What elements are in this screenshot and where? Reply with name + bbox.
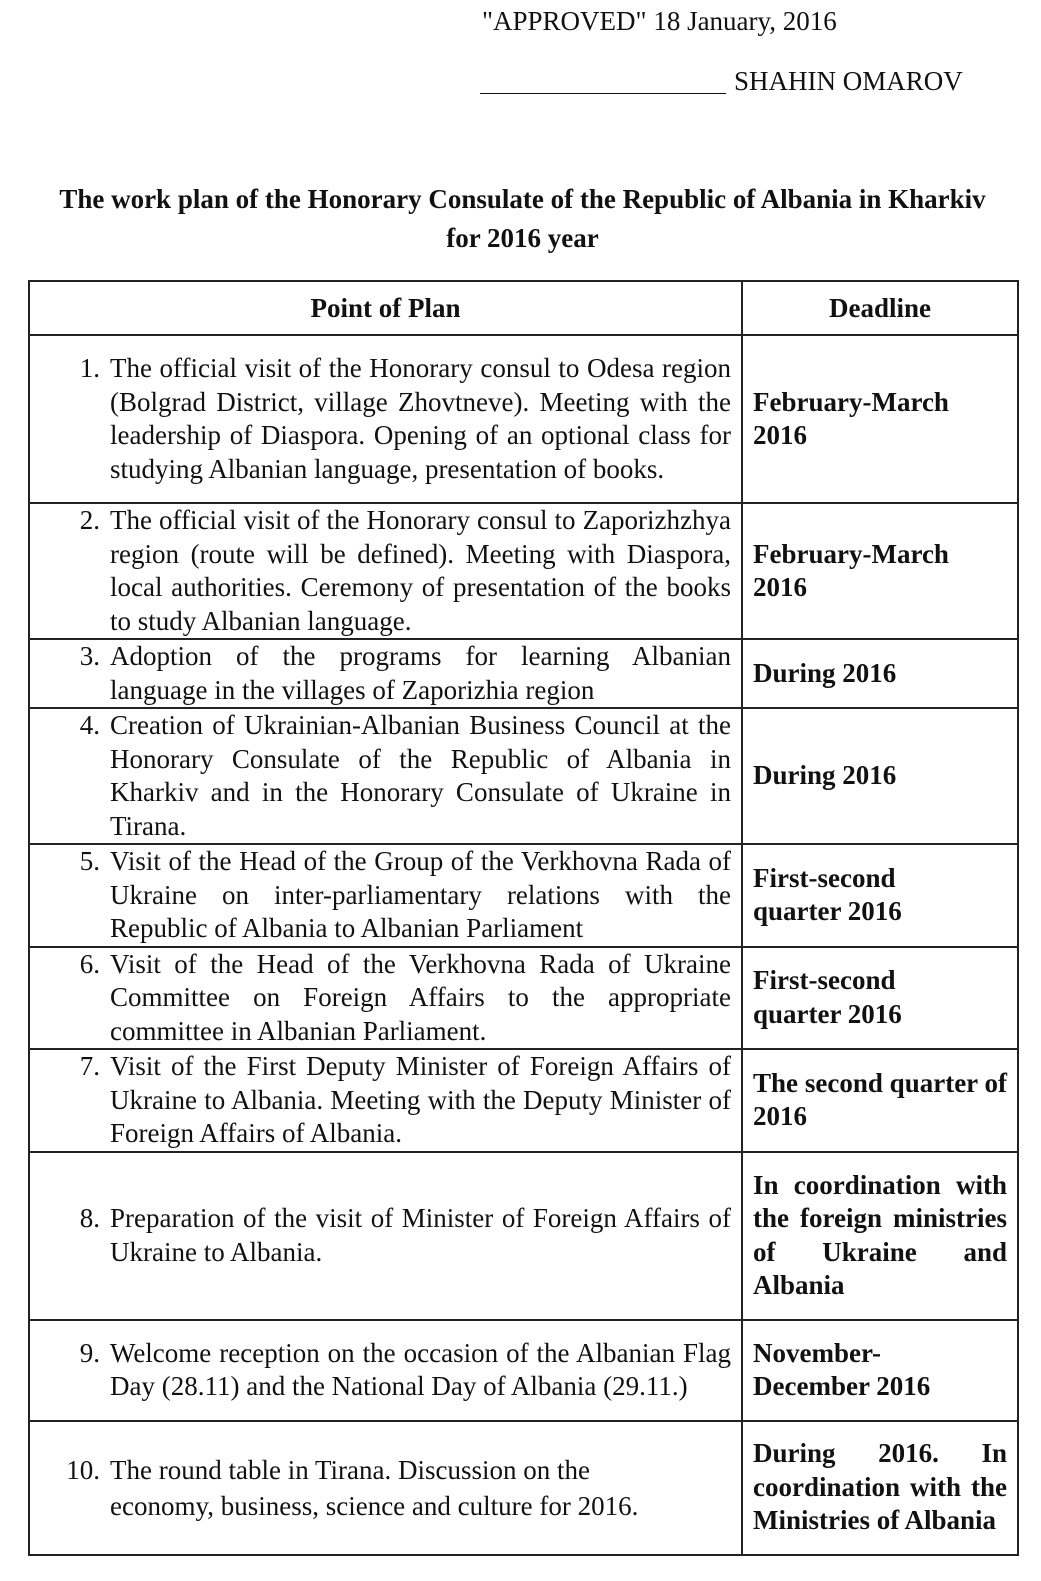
work-plan-table bbox=[28, 280, 1019, 1556]
plan-point-cell bbox=[29, 1152, 742, 1320]
item-number: 9. bbox=[79, 1337, 100, 1368]
item-text: Visit of the Head of the Verkhovna Rada of Ukraine Committee on Foreign Affairs to the appropriate committee in Albanian Parliament. bbox=[110, 948, 731, 1046]
plan-point-cell bbox=[29, 708, 742, 844]
signature-line bbox=[480, 64, 963, 98]
deadline-text: February-March 2016 bbox=[753, 538, 949, 602]
item-text: The official visit of the Honorary consul to Zaporizhzhya region (route will be defined). Meeting with Diaspora, local authorities. Ceremony of presentation of the books to study Albanian language. bbox=[110, 505, 731, 636]
plan-point-cell bbox=[29, 639, 742, 708]
item-text: Visit of the First Deputy Minister of Foreign Affairs of Ukraine to Albania. Meeting with the Deputy Minister of Foreign Affairs of Albania. bbox=[110, 1051, 731, 1148]
table-row bbox=[29, 503, 1018, 639]
item-text: The round table in Tirana. Discussion on the economy, business, science and culture for 2016. bbox=[110, 1454, 639, 1521]
item-text: Preparation of the visit of Minister of Foreign Affairs of Ukraine to Albania. bbox=[110, 1203, 731, 1267]
item-number: 7. bbox=[79, 1051, 100, 1081]
plan-point-cell bbox=[29, 947, 742, 1050]
plan-point-cell bbox=[29, 844, 742, 947]
item-number: 3. bbox=[79, 641, 100, 671]
deadline-text: During 2016 bbox=[753, 657, 897, 688]
table-row bbox=[29, 1421, 1018, 1555]
deadline-text: In coordination with the foreign ministries of Ukraine and Albania bbox=[753, 1169, 1007, 1300]
deadline-text: November-December 2016 bbox=[753, 1337, 931, 1401]
item-number: 8. bbox=[79, 1203, 100, 1233]
deadline-text: First-second quarter 2016 bbox=[753, 965, 902, 1029]
deadline-cell bbox=[742, 708, 1018, 844]
signatory-name: SHAHIN OMAROV bbox=[734, 66, 963, 96]
item-text: Welcome reception on the occasion of the Albanian Flag Day (28.11) and the National Day of Albania (29.11.) bbox=[110, 1337, 731, 1401]
deadline-cell bbox=[742, 1152, 1018, 1320]
column-header-deadline: Deadline bbox=[742, 281, 1018, 335]
deadline-text: During 2016. In coordination with the Ministries of Albania bbox=[753, 1438, 1007, 1536]
deadline-cell bbox=[742, 1049, 1018, 1152]
approval-stamp: "APPROVED" 18 January, 2016 bbox=[482, 6, 837, 36]
table-header-row bbox=[29, 281, 1018, 335]
item-number: 4. bbox=[79, 710, 100, 740]
deadline-cell bbox=[742, 1320, 1018, 1421]
item-text: The official visit of the Honorary consul to Odesa region (Bolgrad District, village Zhovtneve). Meeting with the leadership of Diaspora. Opening of an optional class for studying Albanian language, presentation of books. bbox=[110, 353, 731, 484]
item-text: Visit of the Head of the Group of the Verkhovna Rada of Ukraine on inter-parliamentary relations with the Republic of Albania to Albanian Parliament bbox=[110, 846, 731, 943]
table-row bbox=[29, 1152, 1018, 1320]
plan-point-cell bbox=[29, 1320, 742, 1421]
item-text: Adoption of the programs for learning Albanian language in the villages of Zaporizhia region bbox=[110, 641, 731, 705]
item-number: 6. bbox=[79, 948, 100, 979]
table-row bbox=[29, 708, 1018, 844]
deadline-cell bbox=[742, 335, 1018, 503]
item-text: Creation of Ukrainian-Albanian Business Council at the Honorary Consulate of the Republic of Albania in Kharkiv and in the Honorary Consulate of Ukraine in Tirana. bbox=[110, 710, 731, 841]
item-number: 5. bbox=[79, 846, 100, 876]
table-row bbox=[29, 639, 1018, 708]
table-row bbox=[29, 1049, 1018, 1152]
document-title: The work plan of the Honorary Consulate of the Republic of Albania in Kharkiv for 2016 year bbox=[59, 184, 986, 253]
signature-blank bbox=[480, 67, 726, 94]
deadline-cell bbox=[742, 503, 1018, 639]
plan-point-cell bbox=[29, 503, 742, 639]
deadline-cell bbox=[742, 947, 1018, 1050]
column-header-point: Point of Plan bbox=[29, 281, 742, 335]
table-row bbox=[29, 335, 1018, 503]
deadline-cell bbox=[742, 1421, 1018, 1555]
deadline-text: First-second quarter 2016 bbox=[753, 862, 902, 927]
deadline-text: February-March 2016 bbox=[753, 386, 949, 450]
deadline-text: The second quarter of 2016 bbox=[753, 1067, 1007, 1132]
table-row bbox=[29, 947, 1018, 1050]
deadline-cell bbox=[742, 844, 1018, 947]
plan-point-cell bbox=[29, 1421, 742, 1555]
item-number: 10. bbox=[66, 1454, 100, 1485]
deadline-text: During 2016 bbox=[753, 760, 897, 791]
table-row bbox=[29, 1320, 1018, 1421]
plan-point-cell bbox=[29, 1049, 742, 1152]
item-number: 2. bbox=[79, 505, 100, 535]
deadline-cell bbox=[742, 639, 1018, 708]
table-row bbox=[29, 844, 1018, 947]
item-number: 1. bbox=[79, 353, 100, 383]
plan-point-cell bbox=[29, 335, 742, 503]
